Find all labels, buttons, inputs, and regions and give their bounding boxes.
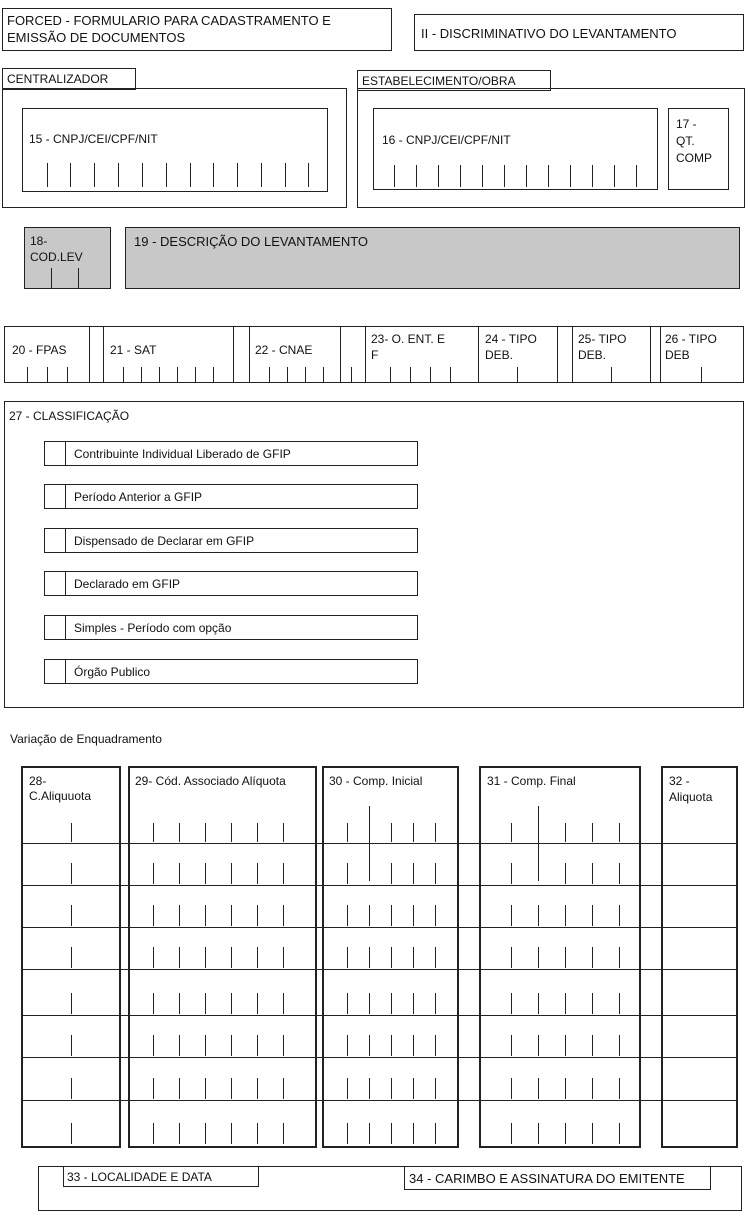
col-32-label-line2: Aliquota — [669, 790, 713, 804]
estabelecimento-label-box — [357, 70, 551, 91]
cod-lev-tick — [78, 268, 79, 288]
checkbox-divider — [65, 572, 66, 595]
estabelecimento-label: ESTABELECIMENTO/OBRA — [362, 74, 516, 88]
col-29-cod-associado — [128, 766, 317, 1148]
localidade-data-field[interactable] — [63, 1166, 259, 1187]
qt-comp-line3: COMP — [676, 151, 712, 165]
classificacao-option[interactable] — [44, 659, 418, 684]
option-label: Período Anterior a GFIP — [74, 490, 203, 504]
classificacao-option[interactable] — [44, 441, 418, 466]
cnpj-16-field[interactable] — [373, 108, 658, 190]
section-title: II - DISCRIMINATIVO DO LEVANTAMENTO — [421, 26, 677, 41]
option-label: Contribuinte Individual Liberado de GFIP — [74, 447, 291, 461]
carimbo-assinatura-field[interactable] — [404, 1166, 711, 1190]
col-28-label-line2: C.Aliquuota — [29, 789, 92, 803]
cod-lev-field[interactable] — [24, 227, 111, 289]
col-32-aliquota — [661, 766, 738, 1148]
tipo26-label-line1: 26 - TIPO — [665, 332, 717, 346]
option-label: Dispensado de Declarar em GFIP — [74, 534, 255, 548]
option-label: Órgão Publico — [74, 665, 151, 679]
form-title-line2: EMISSÃO DE DOCUMENTOS — [7, 30, 186, 45]
centralizador-label-box — [2, 68, 136, 90]
col-31-label: 31 - Comp. Final — [487, 774, 576, 788]
cod-lev-tick — [51, 268, 52, 288]
option-label: Declarado em GFIP — [74, 577, 181, 591]
cod-lev-line2: COD.LEV — [30, 250, 83, 264]
checkbox-divider — [65, 616, 66, 639]
qt-comp-field[interactable] — [668, 108, 729, 190]
descricao-label: 19 - DESCRIÇÃO DO LEVANTAMENTO — [134, 234, 369, 249]
col-32-label-line1: 32 - — [669, 774, 690, 788]
tipo25-label-line2: DEB. — [578, 348, 607, 362]
cnpj-15-label: 15 - CNPJ/CEI/CPF/NIT — [29, 132, 158, 146]
classificacao-option[interactable] — [44, 484, 418, 509]
col-29-label: 29- Cód. Associado Alíquota — [135, 774, 286, 788]
tipo25-label-line1: 25- TIPO — [578, 332, 627, 346]
qt-comp-line2: QT. — [676, 134, 695, 148]
cnae-label: 22 - CNAE — [255, 343, 313, 357]
classificacao-option[interactable] — [44, 571, 418, 596]
ent-label-line1: 23- O. ENT. E — [371, 332, 446, 346]
tipo26-label-line2: DEB — [665, 348, 690, 362]
col-31-comp-final — [479, 766, 641, 1148]
section-title-box — [414, 14, 744, 51]
cnpj-16-label: 16 - CNPJ/CEI/CPF/NIT — [382, 133, 511, 147]
checkbox-divider — [65, 485, 66, 508]
option-label: Simples - Período com opção — [74, 621, 232, 635]
cnpj-15-field[interactable] — [22, 108, 328, 192]
qt-comp-line1: 17 - — [676, 117, 697, 131]
ent-label-line2: F — [371, 348, 379, 362]
descricao-field[interactable] — [125, 227, 740, 289]
form-title-line1: FORCED - FORMULARIO PARA CADASTRAMENTO E — [7, 13, 331, 28]
tipo24-label-line2: DEB. — [485, 348, 514, 362]
carimbo-assinatura-label: 34 - CARIMBO E ASSINATURA DO EMITENTE — [409, 1171, 685, 1186]
classificacao-option[interactable] — [44, 528, 418, 553]
sat-label: 21 - SAT — [110, 343, 157, 357]
checkbox-divider — [65, 442, 66, 465]
localidade-data-label: 33 - LOCALIDADE E DATA — [67, 1170, 212, 1184]
col-28-label-line1: 28- — [29, 774, 47, 788]
fpas-label: 20 - FPAS — [12, 343, 67, 357]
classificacao-title: 27 - CLASSIFICAÇÃO — [9, 409, 130, 423]
tipo24-label-line1: 24 - TIPO — [485, 332, 537, 346]
checkbox-divider — [65, 660, 66, 683]
centralizador-label: CENTRALIZADOR — [7, 72, 109, 86]
variacao-title: Variação de Enquadramento — [10, 732, 162, 746]
cod-lev-line1: 18- — [30, 234, 48, 248]
classificacao-option[interactable] — [44, 615, 418, 640]
form-title-box — [2, 8, 392, 51]
col-30-label: 30 - Comp. Inicial — [329, 774, 423, 788]
checkbox-divider — [65, 529, 66, 552]
codes-row — [4, 326, 744, 383]
